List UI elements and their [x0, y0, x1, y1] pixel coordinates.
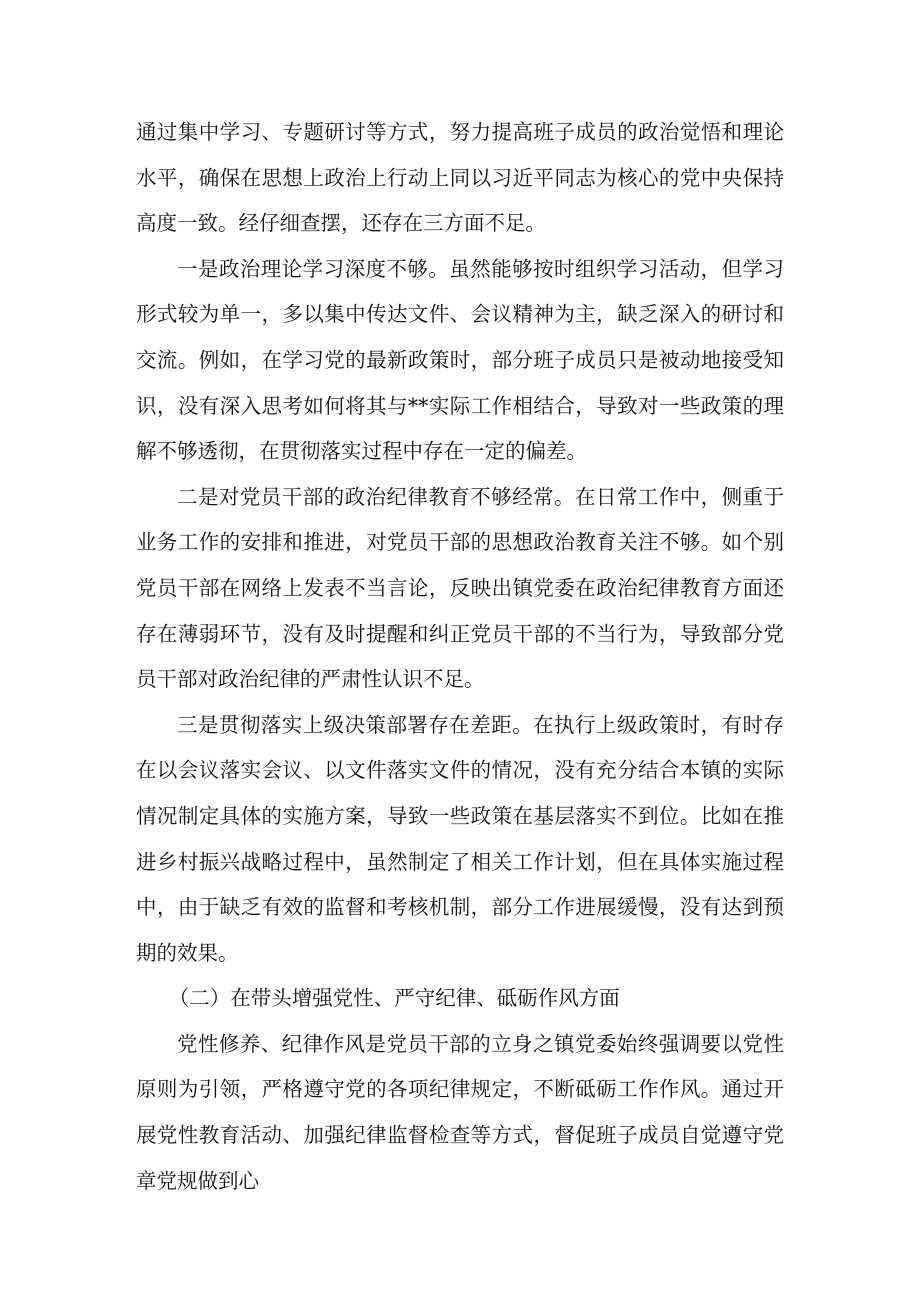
paragraph-point-one: 一是政治理论学习深度不够。虽然能够按时组织学习活动，但学习形式较为单一，多以集中传达文件、会议精神为主，缺乏深入的研讨和交流。例如，在学习党的最新政策时，部分班子成员只是被动地接受知识，没有深入思考如何将其与**实际工作相结合，导致对一些政策的理解不够透彻，在贯彻落实过程中存在一定的偏差。: [136, 256, 784, 464]
paragraph-continuation: 通过集中学习、专题研讨等方式，努力提高班子成员的政治觉悟和理论水平，确保在思想上政治上行动上同以习近平同志为核心的党中央保持高度一致。经仔细查摆，还存在三方面不足。: [136, 120, 784, 236]
paragraph-section-intro: 党性修养、纪律作风是党员干部的立身之镇党委始终强调要以党性原则为引领，严格遵守党的各项纪律规定，不断砥砺工作作风。通过开展党性教育活动、加强纪律监督检查等方式，督促班子成员自觉遵守党章党规做到心: [136, 1031, 784, 1193]
section-heading: （二）在带头增强党性、严守纪律、砥砺作风方面: [168, 986, 620, 1011]
paragraph-point-two: 二是对党员干部的政治纪律教育不够经常。在日常工作中，侧重于业务工作的安排和推进，对党员干部的思想政治教育关注不够。如个别党员干部在网络上发表不当言论，反映出镇党委在政治纪律教育方面还存在薄弱环节，没有及时提醒和纠正党员干部的不当行为，导致部分党员干部对政治纪律的严肃性认识不足。: [136, 484, 784, 692]
paragraph-point-three: 三是贯彻落实上级决策部署存在差距。在执行上级政策时，有时存在以会议落实会议、以文件落实文件的情况，没有充分结合本镇的实际情况制定具体的实施方案，导致一些政策在基层落实不到位。比如在推进乡村振兴战略过程中，虽然制定了相关工作计划，但在具体实施过程中，由于缺乏有效的监督和考核机制，部分工作进展缓慢，没有达到预期的效果。: [136, 712, 784, 965]
document-body: [136, 110, 784, 1204]
